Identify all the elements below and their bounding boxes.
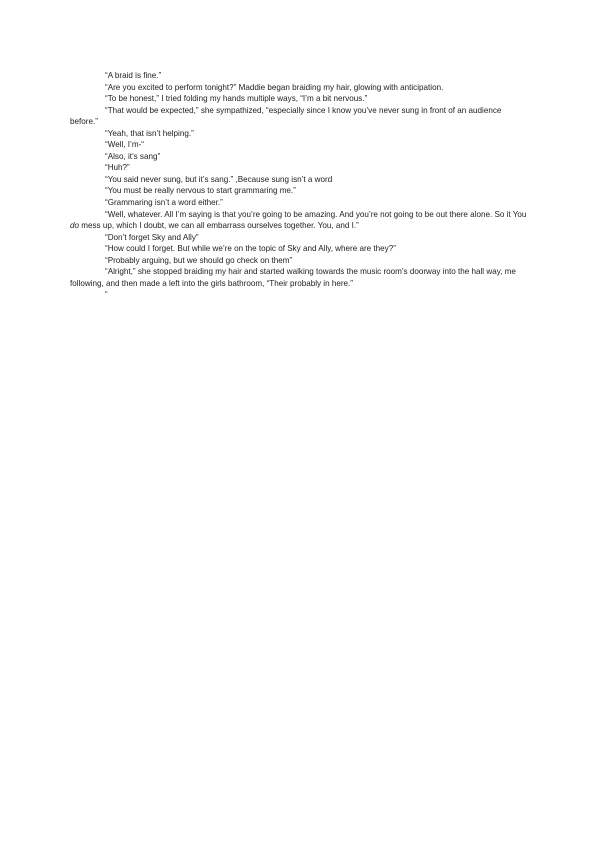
paragraph: “How could I forget. But while we’re on the topic of Sky and Ally, where are they?”: [105, 244, 396, 254]
paragraph: “Well, I’m-“: [105, 140, 144, 150]
paragraph: “You said never sung, but it’s sang.” ,Because sung isn’t a word: [105, 174, 333, 184]
paragraph: “Don’t forget Sky and Ally”: [105, 232, 199, 242]
paragraph: “Alright,” she stopped braiding my hair and started walking towards the music room’s doorway into the hall way, me following, and then made a left into the girls bathroom, “Their probably in here.”: [70, 267, 516, 288]
paragraph-part: mess up, which I doubt, we can all embarrass ourselves together. You, and I.”: [79, 221, 359, 231]
paragraph: “A braid is fine.”: [105, 71, 162, 80]
paragraph-part: “Well, whatever. All I’m saying is that you’re going to be amazing. And you’re not going to be out there alone. So it You: [105, 209, 527, 219]
paragraph-with-emphasis: [70, 209, 528, 232]
paragraph: “Are you excited to perform tonight?” Maddie began braiding my hair, glowing with anticipation.: [105, 82, 444, 92]
paragraph: “Probably arguing, but we should go check on them”: [105, 255, 293, 265]
paragraph: “Grammaring isn’t a word either.”: [105, 198, 223, 208]
paragraph: “You must be really nervous to start grammaring me.”: [105, 186, 296, 196]
emphasis-word: do: [70, 221, 80, 231]
paragraph: “Also, it’s sang”: [105, 151, 161, 161]
paragraph: “To be honest,” I tried folding my hands multiple ways, “I’m a bit nervous.”: [105, 94, 368, 104]
paragraph: “: [105, 290, 108, 300]
paragraph: “Yeah, that isn’t helping.”: [105, 128, 194, 138]
paragraph: “Huh?”: [105, 163, 130, 173]
paragraph: “That would be expected,” she sympathized, “especially since I know you’ve never sung in front of an audience before.”: [70, 105, 502, 127]
story-text: [70, 70, 528, 301]
